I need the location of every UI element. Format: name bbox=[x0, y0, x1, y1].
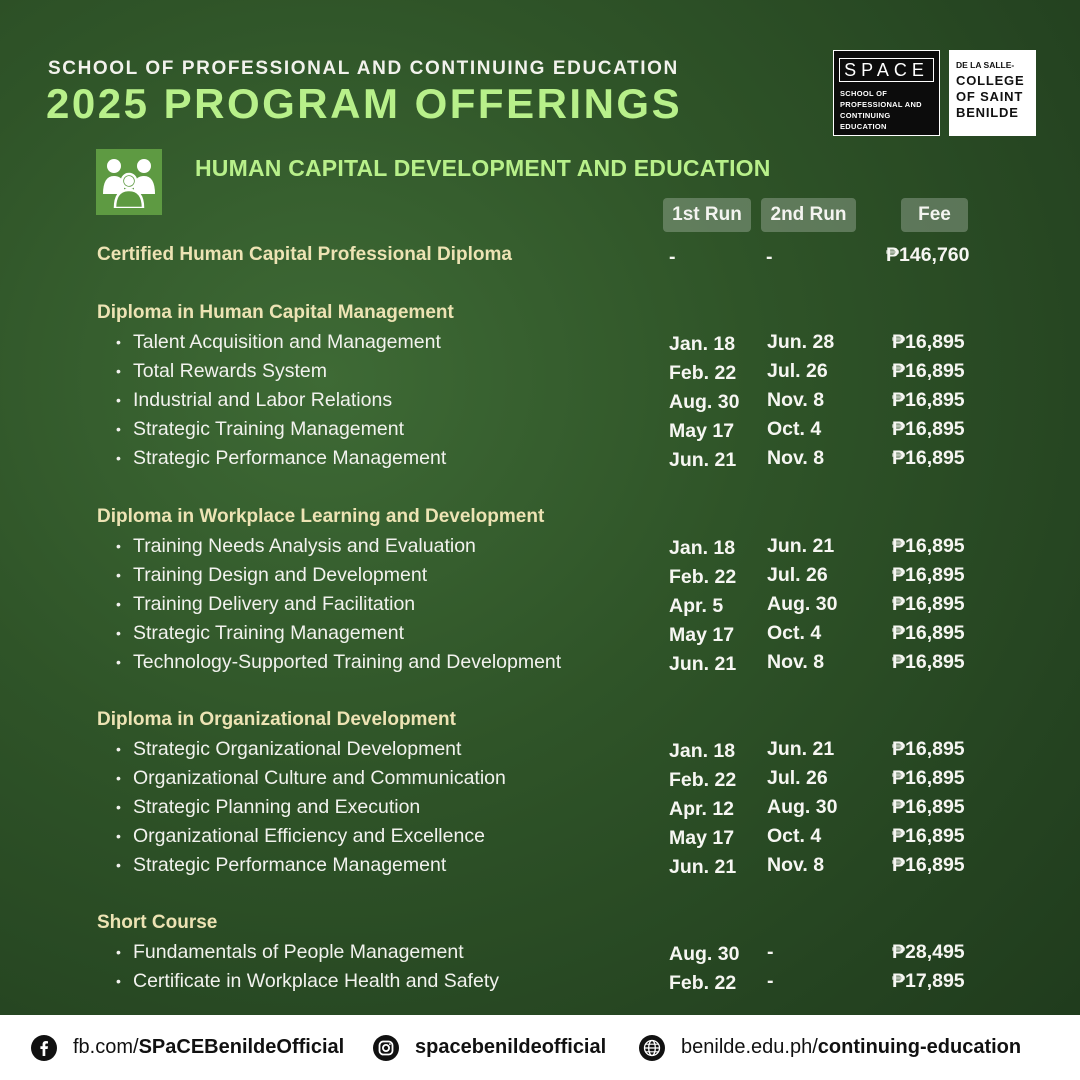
course-name: Talent Acquisition and Management bbox=[133, 331, 441, 353]
website-link[interactable]: benilde.edu.ph/ continuing-education bbox=[639, 1015, 1021, 1080]
bullet-dot: • bbox=[116, 741, 121, 757]
footer bbox=[0, 1015, 1080, 1080]
bullet-dot: • bbox=[116, 973, 121, 989]
course-fee: ₱17,895 bbox=[892, 970, 965, 992]
course-name: Training Needs Analysis and Evaluation bbox=[133, 535, 476, 557]
course-name: Strategic Training Management bbox=[133, 418, 404, 440]
course-row bbox=[0, 593, 1080, 622]
bullet-dot: • bbox=[116, 538, 121, 554]
course-row bbox=[0, 854, 1080, 883]
course-run2: Jun. 21 bbox=[767, 738, 835, 760]
course-fee: ₱16,895 bbox=[892, 622, 965, 644]
bullet-dot: • bbox=[116, 944, 121, 960]
page-title: 2025 PROGRAM OFFERINGS bbox=[46, 80, 683, 127]
instagram-link[interactable]: spacebenildeofficial bbox=[373, 1015, 606, 1080]
course-run2: Oct. 4 bbox=[767, 825, 822, 847]
course-run2: Aug. 30 bbox=[767, 593, 838, 615]
course-row bbox=[0, 767, 1080, 796]
course-fee: ₱16,895 bbox=[892, 854, 965, 876]
space-logo-mark: SPACE bbox=[839, 58, 934, 82]
column-header-1st-run: 1st Run bbox=[663, 198, 751, 232]
course-run1: Jun. 21 bbox=[669, 856, 737, 878]
course-row bbox=[0, 941, 1080, 970]
section-title: Short Course bbox=[97, 912, 218, 933]
instagram-icon bbox=[373, 1035, 399, 1061]
bullet-dot: • bbox=[116, 857, 121, 873]
program-run1: - bbox=[669, 246, 676, 268]
bullet-dot: • bbox=[116, 450, 121, 466]
course-run2: Nov. 8 bbox=[767, 447, 825, 469]
course-fee: ₱16,895 bbox=[892, 389, 965, 411]
course-run1: May 17 bbox=[669, 624, 735, 646]
course-row bbox=[0, 389, 1080, 418]
course-name: Industrial and Labor Relations bbox=[133, 389, 393, 411]
course-fee: ₱16,895 bbox=[892, 738, 965, 760]
course-run1: Feb. 22 bbox=[669, 362, 737, 384]
column-header-2nd-run: 2nd Run bbox=[761, 198, 856, 232]
course-row bbox=[0, 796, 1080, 825]
course-run2: - bbox=[767, 941, 774, 963]
bullet-dot: • bbox=[116, 654, 121, 670]
course-run1: Jan. 18 bbox=[669, 333, 736, 355]
course-fee: ₱16,895 bbox=[892, 651, 965, 673]
course-run1: Aug. 30 bbox=[669, 943, 740, 965]
section-title: Diploma in Human Capital Management bbox=[97, 302, 454, 323]
course-run1: Feb. 22 bbox=[669, 769, 737, 791]
category-title: HUMAN CAPITAL DEVELOPMENT AND EDUCATION bbox=[195, 155, 771, 181]
course-run1: May 17 bbox=[669, 420, 735, 442]
course-run1: Apr. 12 bbox=[669, 798, 735, 820]
course-row bbox=[0, 738, 1080, 767]
course-name: Organizational Efficiency and Excellence bbox=[133, 825, 485, 847]
course-name: Organizational Culture and Communication bbox=[133, 767, 506, 789]
section-header bbox=[0, 912, 1080, 941]
bullet-dot: • bbox=[116, 596, 121, 612]
course-run2: Jul. 26 bbox=[767, 564, 828, 586]
course-fee: ₱16,895 bbox=[892, 331, 965, 353]
facebook-link[interactable]: fb.com/ SPaCEBenildeOfficial bbox=[31, 1015, 344, 1080]
course-run1: Jun. 21 bbox=[669, 653, 737, 675]
course-run1: Apr. 5 bbox=[669, 595, 724, 617]
course-run2: Jun. 28 bbox=[767, 331, 835, 353]
course-run1: Jan. 18 bbox=[669, 740, 736, 762]
section-header bbox=[0, 302, 1080, 331]
space-logo-subtitle: SCHOOL OF PROFESSIONAL AND CONTINUING EDUCATION bbox=[840, 89, 922, 131]
course-name: Strategic Planning and Execution bbox=[133, 796, 421, 818]
course-row bbox=[0, 970, 1080, 999]
course-name: Strategic Training Management bbox=[133, 622, 404, 644]
course-name: Fundamentals of People Management bbox=[133, 941, 464, 963]
course-fee: ₱16,895 bbox=[892, 447, 965, 469]
bullet-dot: • bbox=[116, 770, 121, 786]
column-header-fee: Fee bbox=[901, 198, 968, 232]
course-fee: ₱16,895 bbox=[892, 796, 965, 818]
course-row bbox=[0, 622, 1080, 651]
course-fee: ₱16,895 bbox=[892, 535, 965, 557]
course-name: Training Delivery and Facilitation bbox=[133, 593, 416, 615]
course-row bbox=[0, 447, 1080, 476]
facebook-icon bbox=[31, 1035, 57, 1061]
course-run1: Aug. 30 bbox=[669, 391, 740, 413]
course-row bbox=[0, 360, 1080, 389]
bullet-dot: • bbox=[116, 799, 121, 815]
course-run1: Jun. 21 bbox=[669, 449, 737, 471]
course-row bbox=[0, 564, 1080, 593]
course-name: Certificate in Workplace Health and Safety bbox=[133, 970, 499, 992]
section-header bbox=[0, 709, 1080, 738]
course-name: Strategic Organizational Development bbox=[133, 738, 462, 760]
course-run2: Nov. 8 bbox=[767, 651, 825, 673]
course-run2: Nov. 8 bbox=[767, 389, 825, 411]
course-run1: May 17 bbox=[669, 827, 735, 849]
course-run1: Feb. 22 bbox=[669, 972, 737, 994]
course-run2: Jun. 21 bbox=[767, 535, 835, 557]
section-header bbox=[0, 506, 1080, 535]
bullet-dot: • bbox=[116, 625, 121, 641]
program-run2: - bbox=[766, 246, 773, 268]
course-run2: Nov. 8 bbox=[767, 854, 825, 876]
course-row bbox=[0, 825, 1080, 854]
section-title: Diploma in Workplace Learning and Development bbox=[97, 506, 545, 527]
course-run2: Jul. 26 bbox=[767, 360, 828, 382]
header-subtitle: SCHOOL OF PROFESSIONAL AND CONTINUING EDUCATION bbox=[48, 58, 679, 79]
course-row bbox=[0, 651, 1080, 680]
course-name: Strategic Performance Management bbox=[133, 447, 447, 469]
bullet-dot: • bbox=[116, 363, 121, 379]
course-name: Training Design and Development bbox=[133, 564, 428, 586]
bullet-dot: • bbox=[116, 421, 121, 437]
course-name: Total Rewards System bbox=[133, 360, 327, 382]
course-fee: ₱16,895 bbox=[892, 360, 965, 382]
course-run2: Aug. 30 bbox=[767, 796, 838, 818]
program-row bbox=[0, 244, 1080, 273]
bullet-dot: • bbox=[116, 392, 121, 408]
course-fee: ₱16,895 bbox=[892, 418, 965, 440]
course-fee: ₱16,895 bbox=[892, 593, 965, 615]
course-run1: Feb. 22 bbox=[669, 566, 737, 588]
course-row bbox=[0, 535, 1080, 564]
course-name: Strategic Performance Management bbox=[133, 854, 447, 876]
course-row bbox=[0, 418, 1080, 447]
program-name: Certified Human Capital Professional Diploma bbox=[97, 244, 512, 265]
course-name: Technology-Supported Training and Development bbox=[133, 651, 562, 673]
course-run2: Jul. 26 bbox=[767, 767, 828, 789]
course-fee: ₱16,895 bbox=[892, 564, 965, 586]
bullet-dot: • bbox=[116, 828, 121, 844]
program-fee: ₱146,760 bbox=[886, 244, 970, 266]
globe-icon bbox=[639, 1035, 665, 1061]
bullet-dot: • bbox=[116, 334, 121, 350]
course-row bbox=[0, 331, 1080, 360]
course-fee: ₱16,895 bbox=[892, 767, 965, 789]
dlscsb-logo: DE LA SALLE- COLLEGE OF SAINT BENILDE bbox=[949, 50, 1036, 136]
course-run2: Oct. 4 bbox=[767, 418, 822, 440]
course-run1: Jan. 18 bbox=[669, 537, 736, 559]
section-title: Diploma in Organizational Development bbox=[97, 709, 456, 730]
course-fee: ₱16,895 bbox=[892, 825, 965, 847]
bullet-dot: • bbox=[116, 567, 121, 583]
course-fee: ₱28,495 bbox=[892, 941, 965, 963]
course-run2: - bbox=[767, 970, 774, 992]
course-run2: Oct. 4 bbox=[767, 622, 822, 644]
